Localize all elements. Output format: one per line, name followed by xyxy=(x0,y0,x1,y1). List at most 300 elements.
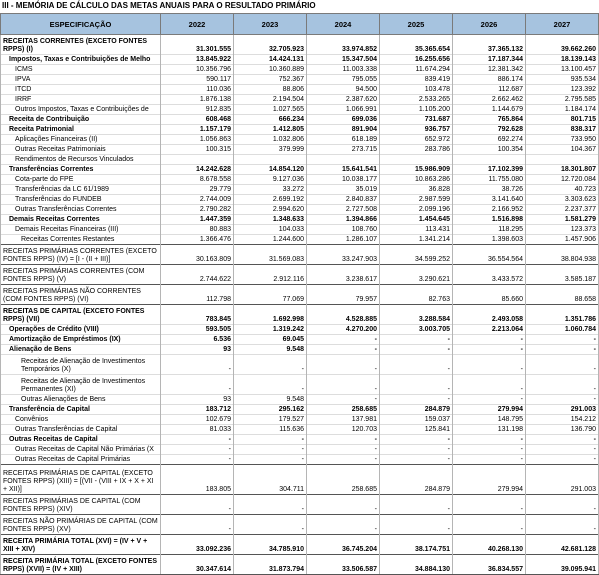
value-cell: 783.845 xyxy=(161,305,234,325)
value-cell: 3.290.621 xyxy=(380,265,453,285)
value-cell: 123.392 xyxy=(526,85,599,95)
value-cell: - xyxy=(453,515,526,535)
value-cell: 3.433.572 xyxy=(453,265,526,285)
value-cell: 110.036 xyxy=(161,85,234,95)
value-cell: 100.354 xyxy=(453,145,526,155)
value-cell: 38.726 xyxy=(453,185,526,195)
value-cell: 77.069 xyxy=(234,285,307,305)
table-row xyxy=(1,465,599,495)
table-row xyxy=(1,415,599,425)
value-cell: - xyxy=(380,435,453,445)
table-row xyxy=(1,355,599,375)
row-label: RECEITAS PRIMÁRIAS DE CAPITAL (EXCETO FONTES RPPS) (XIII) = [(VII - (VIII + IX + X + XI + XII)] xyxy=(1,465,161,495)
table-row xyxy=(1,405,599,415)
value-cell: - xyxy=(234,435,307,445)
value-cell: 11.755.080 xyxy=(453,175,526,185)
value-cell: 36.554.564 xyxy=(453,245,526,265)
value-cell: - xyxy=(526,455,599,465)
value-cell: 304.711 xyxy=(234,465,307,495)
value-cell: - xyxy=(161,445,234,455)
column-header-year: 2022 xyxy=(161,14,234,35)
value-cell: - xyxy=(307,335,380,345)
table-row xyxy=(1,215,599,225)
value-cell: 15.641.541 xyxy=(307,165,380,175)
value-cell: 1.157.179 xyxy=(161,125,234,135)
value-cell: 183.805 xyxy=(161,465,234,495)
value-cell: 34.785.910 xyxy=(234,535,307,555)
value-cell: 40.723 xyxy=(526,185,599,195)
table-row xyxy=(1,35,599,55)
value-cell: 1.581.279 xyxy=(526,215,599,225)
value-cell: 891.904 xyxy=(307,125,380,135)
row-label: RECEITAS PRIMÁRIAS DE CAPITAL (COM FONTES RPPS) (XIV) xyxy=(1,495,161,515)
value-cell: - xyxy=(380,395,453,405)
row-label: Aplicações Financeiras (II) xyxy=(1,135,161,145)
value-cell: 94.500 xyxy=(307,85,380,95)
value-cell: 2.166.952 xyxy=(453,205,526,215)
value-cell: 9.548 xyxy=(234,395,307,405)
table-row xyxy=(1,195,599,205)
value-cell: 115.636 xyxy=(234,425,307,435)
value-cell: - xyxy=(161,455,234,465)
value-cell: 699.036 xyxy=(307,115,380,125)
value-cell: 731.687 xyxy=(380,115,453,125)
value-cell: 2.987.599 xyxy=(380,195,453,205)
value-cell: 2.840.837 xyxy=(307,195,380,205)
value-cell: 32.705.923 xyxy=(234,35,307,55)
value-cell: 1.348.633 xyxy=(234,215,307,225)
value-cell: 692.274 xyxy=(453,135,526,145)
value-cell: 1.319.242 xyxy=(234,325,307,335)
table-row xyxy=(1,335,599,345)
page-title: III - MEMÓRIA DE CÁLCULO DAS METAS ANUAIS PARA O RESULTADO PRIMÁRIO xyxy=(2,1,316,10)
value-cell: - xyxy=(526,435,599,445)
value-cell: 379.999 xyxy=(234,145,307,155)
value-cell: 801.715 xyxy=(526,115,599,125)
value-cell: 35.019 xyxy=(307,185,380,195)
value-cell: - xyxy=(307,435,380,445)
value-cell: 2.662.462 xyxy=(453,95,526,105)
row-label: RECEITAS NÃO PRIMÁRIAS DE CAPITAL (COM FONTES RPPS) (XV) xyxy=(1,515,161,535)
value-cell: 608.468 xyxy=(161,115,234,125)
value-cell: 1.027.565 xyxy=(234,105,307,115)
value-cell: 36.745.204 xyxy=(307,535,380,555)
row-label: Cota-parte do FPE xyxy=(1,175,161,185)
value-cell: 2.237.377 xyxy=(526,205,599,215)
table-row xyxy=(1,445,599,455)
row-label: Transferências da LC 61/1989 xyxy=(1,185,161,195)
value-cell: 3.238.617 xyxy=(307,265,380,285)
value-cell xyxy=(380,155,453,165)
table-row xyxy=(1,95,599,105)
value-cell: - xyxy=(307,515,380,535)
value-cell: 17.102.399 xyxy=(453,165,526,175)
value-cell: 136.790 xyxy=(526,425,599,435)
table-row xyxy=(1,75,599,85)
value-cell: - xyxy=(234,515,307,535)
value-cell: 3.003.705 xyxy=(380,325,453,335)
row-label: Outras Receitas Patrimoniais xyxy=(1,145,161,155)
table-row xyxy=(1,435,599,445)
value-cell: 42.681.128 xyxy=(526,535,599,555)
value-cell: 936.757 xyxy=(380,125,453,135)
value-cell: - xyxy=(307,375,380,395)
value-cell: 30.347.614 xyxy=(161,555,234,575)
row-label: RECEITAS PRIMÁRIAS CORRENTES (EXCETO FONTES RPPS) (IV) = [I - (II + III)] xyxy=(1,245,161,265)
value-cell: 10.360.889 xyxy=(234,65,307,75)
value-cell: 31.873.794 xyxy=(234,555,307,575)
value-cell: - xyxy=(380,375,453,395)
value-cell: 3.585.187 xyxy=(526,265,599,285)
value-cell: 14.242.628 xyxy=(161,165,234,175)
value-cell: - xyxy=(380,345,453,355)
value-cell: 590.117 xyxy=(161,75,234,85)
column-header-year: 2027 xyxy=(526,14,599,35)
value-cell: 93 xyxy=(161,345,234,355)
table-row xyxy=(1,105,599,115)
value-cell: 1.351.786 xyxy=(526,305,599,325)
value-cell: 2.387.620 xyxy=(307,95,380,105)
value-cell: - xyxy=(526,395,599,405)
value-cell: 38.174.751 xyxy=(380,535,453,555)
revenue-table xyxy=(0,13,599,575)
value-cell: 1.184.174 xyxy=(526,105,599,115)
value-cell: 2.744.009 xyxy=(161,195,234,205)
value-cell: 131.198 xyxy=(453,425,526,435)
row-label: Transferência de Capital xyxy=(1,405,161,415)
row-label: Outras Receitas de Capital Não Primárias (X xyxy=(1,445,161,455)
value-cell: 35.365.654 xyxy=(380,35,453,55)
row-label: Outras Receitas de Capital Primárias xyxy=(1,455,161,465)
value-cell: 17.187.344 xyxy=(453,55,526,65)
value-cell: 2.213.064 xyxy=(453,325,526,335)
value-cell: 618.189 xyxy=(307,135,380,145)
value-cell: 1.060.784 xyxy=(526,325,599,335)
row-label: Demais Receitas Correntes xyxy=(1,215,161,225)
value-cell: - xyxy=(307,455,380,465)
row-label: RECEITA PRIMÁRIA TOTAL (EXCETO FONTES RPPS) (XVII) = (IV + XIII) xyxy=(1,555,161,575)
value-cell: 1.447.359 xyxy=(161,215,234,225)
value-cell xyxy=(307,155,380,165)
value-cell: 666.234 xyxy=(234,115,307,125)
value-cell: - xyxy=(526,445,599,455)
value-cell: 2.727.508 xyxy=(307,205,380,215)
value-cell: - xyxy=(453,375,526,395)
value-cell: 8.678.558 xyxy=(161,175,234,185)
value-cell: - xyxy=(453,355,526,375)
value-cell: - xyxy=(234,355,307,375)
value-cell: 284.879 xyxy=(380,405,453,415)
value-cell: 100.315 xyxy=(161,145,234,155)
value-cell: - xyxy=(453,495,526,515)
value-cell xyxy=(453,155,526,165)
table-row xyxy=(1,225,599,235)
row-label: ITCD xyxy=(1,85,161,95)
value-cell: 104.367 xyxy=(526,145,599,155)
row-label: IPVA xyxy=(1,75,161,85)
value-cell: - xyxy=(380,335,453,345)
row-label: Receita de Contribuição xyxy=(1,115,161,125)
row-label: IRRF xyxy=(1,95,161,105)
table-row xyxy=(1,55,599,65)
table-row xyxy=(1,135,599,145)
value-cell: 935.534 xyxy=(526,75,599,85)
value-cell xyxy=(526,155,599,165)
value-cell: - xyxy=(307,345,380,355)
value-cell: 2.744.622 xyxy=(161,265,234,285)
value-cell: 765.864 xyxy=(453,115,526,125)
table-row xyxy=(1,155,599,165)
table-body xyxy=(1,35,599,575)
column-header-year: 2024 xyxy=(307,14,380,35)
row-label: Amortização de Empréstimos (IX) xyxy=(1,335,161,345)
value-cell: 258.685 xyxy=(307,405,380,415)
value-cell: - xyxy=(526,335,599,345)
row-label: ICMS xyxy=(1,65,161,75)
value-cell: 112.687 xyxy=(453,85,526,95)
value-cell: 120.703 xyxy=(307,425,380,435)
value-cell: 273.715 xyxy=(307,145,380,155)
value-cell: 34.599.252 xyxy=(380,245,453,265)
value-cell: 1.056.863 xyxy=(161,135,234,145)
value-cell: 792.628 xyxy=(453,125,526,135)
value-cell: 1.412.805 xyxy=(234,125,307,135)
value-cell: 1.692.998 xyxy=(234,305,307,325)
table-row xyxy=(1,305,599,325)
value-cell: - xyxy=(307,355,380,375)
value-cell: - xyxy=(453,455,526,465)
value-cell: 291.003 xyxy=(526,465,599,495)
row-label: Convênios xyxy=(1,415,161,425)
value-cell: 10.356.796 xyxy=(161,65,234,75)
value-cell: - xyxy=(161,515,234,535)
value-cell: 279.994 xyxy=(453,405,526,415)
value-cell: 80.883 xyxy=(161,225,234,235)
value-cell: 733.950 xyxy=(526,135,599,145)
table-row xyxy=(1,145,599,155)
value-cell: 2.493.058 xyxy=(453,305,526,325)
value-cell: 2.912.116 xyxy=(234,265,307,285)
table-row xyxy=(1,535,599,555)
value-cell: 113.431 xyxy=(380,225,453,235)
value-cell: 36.834.557 xyxy=(453,555,526,575)
value-cell: - xyxy=(380,445,453,455)
value-cell: 593.505 xyxy=(161,325,234,335)
value-cell: 2.699.192 xyxy=(234,195,307,205)
value-cell: - xyxy=(161,375,234,395)
value-cell: 839.419 xyxy=(380,75,453,85)
value-cell: 11.003.338 xyxy=(307,65,380,75)
value-cell: - xyxy=(453,445,526,455)
value-cell: 18.139.143 xyxy=(526,55,599,65)
value-cell: - xyxy=(453,335,526,345)
value-cell: 39.095.941 xyxy=(526,555,599,575)
value-cell: 36.828 xyxy=(380,185,453,195)
value-cell: 1.066.991 xyxy=(307,105,380,115)
value-cell: 148.795 xyxy=(453,415,526,425)
value-cell: 88.806 xyxy=(234,85,307,95)
value-cell: 15.986.909 xyxy=(380,165,453,175)
table-row xyxy=(1,325,599,335)
row-label: Rendimentos de Recursos Vinculados xyxy=(1,155,161,165)
value-cell: 108.760 xyxy=(307,225,380,235)
column-header-year: 2026 xyxy=(453,14,526,35)
value-cell xyxy=(161,155,234,165)
value-cell: 85.660 xyxy=(453,285,526,305)
value-cell: - xyxy=(234,455,307,465)
table-row xyxy=(1,85,599,95)
table-row xyxy=(1,425,599,435)
value-cell: 93 xyxy=(161,395,234,405)
row-label: RECEITA PRIMÁRIA TOTAL (XVI) = (IV + V + XIII + XIV) xyxy=(1,535,161,555)
value-cell: - xyxy=(234,375,307,395)
value-cell: - xyxy=(380,495,453,515)
value-cell: 39.662.260 xyxy=(526,35,599,55)
value-cell: 13.100.457 xyxy=(526,65,599,75)
value-cell: 82.763 xyxy=(380,285,453,305)
value-cell: 102.679 xyxy=(161,415,234,425)
value-cell: 10.863.286 xyxy=(380,175,453,185)
value-cell: 18.301.807 xyxy=(526,165,599,175)
row-label: Outras Receitas de Capital xyxy=(1,435,161,445)
value-cell: 183.712 xyxy=(161,405,234,415)
row-label: Receitas de Alienação de Investimentos Temporários (X) xyxy=(1,355,161,375)
row-label: RECEITAS DE CAPITAL (EXCETO FONTES RPPS) (VII) xyxy=(1,305,161,325)
value-cell: 1.144.679 xyxy=(453,105,526,115)
row-label: Outras Transferências de Capital xyxy=(1,425,161,435)
table-row xyxy=(1,285,599,305)
value-cell: 2.790.282 xyxy=(161,205,234,215)
table-row xyxy=(1,125,599,135)
value-cell: 1.876.138 xyxy=(161,95,234,105)
value-cell: 9.548 xyxy=(234,345,307,355)
value-cell: 79.957 xyxy=(307,285,380,305)
row-label: Receita Patrimonial xyxy=(1,125,161,135)
value-cell: 2.099.196 xyxy=(380,205,453,215)
value-cell: 1.457.906 xyxy=(526,235,599,245)
table-row xyxy=(1,265,599,285)
table-row xyxy=(1,245,599,265)
value-cell: - xyxy=(526,345,599,355)
value-cell: 1.286.107 xyxy=(307,235,380,245)
value-cell: - xyxy=(161,435,234,445)
value-cell: - xyxy=(307,445,380,455)
column-header-year: 2025 xyxy=(380,14,453,35)
table-header-row xyxy=(1,14,599,35)
value-cell: 31.569.083 xyxy=(234,245,307,265)
row-label: Impostos, Taxas e Contribuições de Melho xyxy=(1,55,161,65)
value-cell: 11.674.294 xyxy=(380,65,453,75)
value-cell: 279.994 xyxy=(453,465,526,495)
value-cell: 12.381.342 xyxy=(453,65,526,75)
value-cell: 3.303.623 xyxy=(526,195,599,205)
value-cell: - xyxy=(453,435,526,445)
table-row xyxy=(1,235,599,245)
value-cell: 154.212 xyxy=(526,415,599,425)
value-cell: 33.974.852 xyxy=(307,35,380,55)
value-cell: 258.685 xyxy=(307,465,380,495)
row-label: Outras Transferências Correntes xyxy=(1,205,161,215)
value-cell: 12.720.084 xyxy=(526,175,599,185)
value-cell: 1.341.214 xyxy=(380,235,453,245)
value-cell: 34.884.130 xyxy=(380,555,453,575)
value-cell: - xyxy=(307,395,380,405)
value-cell: - xyxy=(380,515,453,535)
value-cell: 283.786 xyxy=(380,145,453,155)
value-cell: 125.841 xyxy=(380,425,453,435)
value-cell: 912.835 xyxy=(161,105,234,115)
table-row xyxy=(1,495,599,515)
value-cell: 103.478 xyxy=(380,85,453,95)
column-header-year: 2023 xyxy=(234,14,307,35)
value-cell: 88.658 xyxy=(526,285,599,305)
table-row xyxy=(1,395,599,405)
value-cell: - xyxy=(453,345,526,355)
table-row xyxy=(1,515,599,535)
value-cell: 15.347.504 xyxy=(307,55,380,65)
value-cell: 33.092.236 xyxy=(161,535,234,555)
value-cell: 69.045 xyxy=(234,335,307,345)
value-cell: 4.270.200 xyxy=(307,325,380,335)
value-cell: - xyxy=(161,495,234,515)
value-cell: 13.845.922 xyxy=(161,55,234,65)
row-label: Transferências do FUNDEB xyxy=(1,195,161,205)
value-cell: - xyxy=(307,495,380,515)
value-cell: 1.394.866 xyxy=(307,215,380,225)
value-cell: 10.038.177 xyxy=(307,175,380,185)
value-cell: 1.366.476 xyxy=(161,235,234,245)
row-label: Outros Impostos, Taxas e Contribuições de xyxy=(1,105,161,115)
row-label: Receitas Correntes Restantes xyxy=(1,235,161,245)
value-cell: 752.367 xyxy=(234,75,307,85)
row-label: RECEITAS CORRENTES (EXCETO FONTES RPPS) (I) xyxy=(1,35,161,55)
row-label: RECEITAS PRIMÁRIAS CORRENTES (COM FONTES RPPS) (V) xyxy=(1,265,161,285)
value-cell: 81.033 xyxy=(161,425,234,435)
value-cell: - xyxy=(161,355,234,375)
value-cell xyxy=(234,155,307,165)
value-cell: 31.301.555 xyxy=(161,35,234,55)
row-label: Operações de Crédito (VIII) xyxy=(1,325,161,335)
value-cell: 4.528.885 xyxy=(307,305,380,325)
row-label: Receitas de Alienação de Investimentos Permanentes (XI) xyxy=(1,375,161,395)
column-header-specification: ESPECIFICAÇÃO xyxy=(1,14,161,35)
value-cell: 886.174 xyxy=(453,75,526,85)
value-cell: - xyxy=(526,375,599,395)
value-cell: 38.804.938 xyxy=(526,245,599,265)
value-cell: - xyxy=(526,515,599,535)
value-cell: 1.032.806 xyxy=(234,135,307,145)
value-cell: 1.398.603 xyxy=(453,235,526,245)
table-row xyxy=(1,455,599,465)
row-label: RECEITAS PRIMÁRIAS NÃO CORRENTES (COM FONTES RPPS) (VI) xyxy=(1,285,161,305)
value-cell: 6.536 xyxy=(161,335,234,345)
value-cell: 104.033 xyxy=(234,225,307,235)
row-label: Alienação de Bens xyxy=(1,345,161,355)
value-cell: 33.272 xyxy=(234,185,307,195)
value-cell: 2.795.585 xyxy=(526,95,599,105)
value-cell: 1.244.600 xyxy=(234,235,307,245)
table-row xyxy=(1,185,599,195)
value-cell: 1.516.898 xyxy=(453,215,526,225)
value-cell: 159.037 xyxy=(380,415,453,425)
value-cell: 40.268.130 xyxy=(453,535,526,555)
value-cell: - xyxy=(234,495,307,515)
value-cell: - xyxy=(380,455,453,465)
value-cell: 14.854.120 xyxy=(234,165,307,175)
value-cell: 179.527 xyxy=(234,415,307,425)
value-cell: - xyxy=(526,355,599,375)
value-cell: - xyxy=(526,495,599,515)
